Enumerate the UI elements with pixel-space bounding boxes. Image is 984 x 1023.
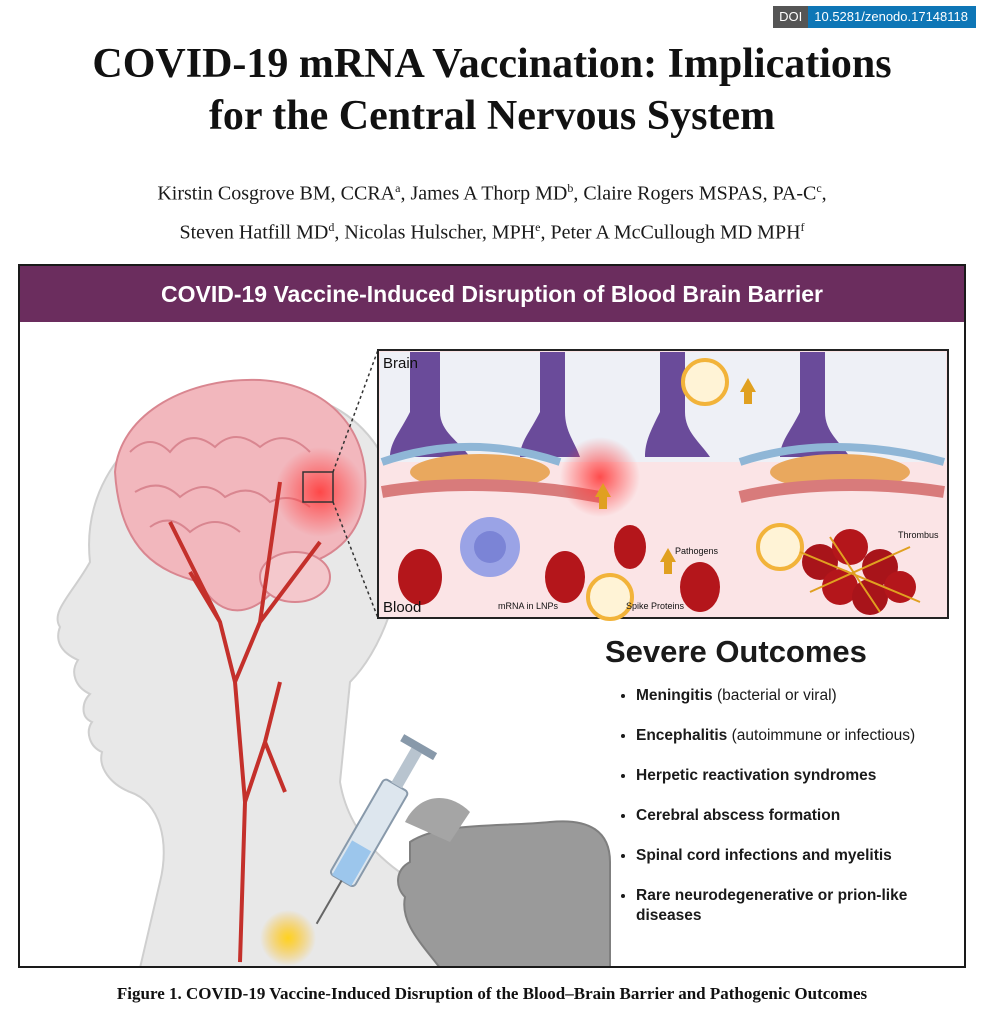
author-affiliation: e <box>535 219 541 234</box>
author-list <box>0 172 984 249</box>
figure-caption: Figure 1. COVID-19 Vaccine-Induced Disruption of the Blood–Brain Barrier and Pathogenic Outcomes <box>116 984 868 1003</box>
title-line-2: for the Central Nervous System <box>208 93 776 139</box>
paper-title <box>0 38 984 142</box>
title-line-1: COVID-19 mRNA Vaccination: Implications <box>92 41 892 87</box>
injection-site-glow <box>260 910 316 966</box>
red-blood-cell <box>680 562 720 612</box>
label-mrna: mRNA in LNPs <box>498 601 559 611</box>
outcome-item: • Rare neurodegenerative or prion-like diseases <box>636 886 966 926</box>
author-line-2: Steven Hatfill $MD^d$, Nicolas Hulscher, MPH$^e$, Peter A McCullough MD MPH$^f$ <box>179 219 805 244</box>
author-affiliation: d <box>328 219 335 234</box>
author-name: James A Thorp MD <box>410 182 568 205</box>
outcome-item: • Encephalitis (autoimmune or infectious) <box>636 726 966 746</box>
figure-panel <box>18 264 966 968</box>
gloved-hand <box>398 821 610 968</box>
outcome-item: • Spinal cord infections and myelitis <box>636 846 966 866</box>
label-blood: Blood <box>383 599 422 616</box>
lnp-particle <box>683 360 727 404</box>
doi-badge[interactable] <box>773 6 976 28</box>
outcomes-list <box>618 686 966 946</box>
author-affiliation: f <box>800 219 805 234</box>
red-blood-cell <box>545 551 585 603</box>
label-spike: Spike Proteins <box>626 601 685 611</box>
outcomes-heading: Severe Outcomes <box>605 634 867 669</box>
figure-banner: COVID-19 Vaccine-Induced Disruption of Blood Brain Barrier <box>20 266 964 322</box>
inflammation-glow <box>275 447 365 537</box>
outcome-item: • Cerebral abscess formation <box>636 806 966 826</box>
author-affiliation: a <box>395 181 401 195</box>
author-affiliation: b <box>567 181 574 195</box>
author-affiliation: c <box>816 181 822 195</box>
author-name: Peter A McCullough MD MPH <box>550 221 801 244</box>
author-line-1: Kirstin Cosgrove BM, CCRA$^a$, James A Thorp $MD^b$, Claire Rogers MSPAS, $PA-C^c$, <box>157 181 827 205</box>
doi-value[interactable]: 10.5281/zenodo.17148118 <box>808 6 976 28</box>
label-brain: Brain <box>383 355 419 372</box>
lnp-particle <box>588 575 632 619</box>
red-blood-cell <box>398 549 442 605</box>
author-name: Claire Rogers MSPAS, PA-C <box>583 182 817 205</box>
red-blood-cell <box>614 525 646 569</box>
lnp-particle <box>758 525 802 569</box>
label-pathogens: Pathogens <box>675 546 719 556</box>
author-name: Steven Hatfill MD <box>179 221 329 244</box>
doi-label: DOI <box>773 6 808 28</box>
outcome-item: • Meningitis (bacterial or viral) <box>636 686 966 706</box>
label-thrombus: Thrombus <box>898 530 939 540</box>
author-name: Kirstin Cosgrove BM, CCRA <box>157 182 396 205</box>
author-name: Nicolas Hulscher, MPH <box>344 221 536 244</box>
outcome-item: • Herpetic reactivation syndromes <box>636 766 966 786</box>
